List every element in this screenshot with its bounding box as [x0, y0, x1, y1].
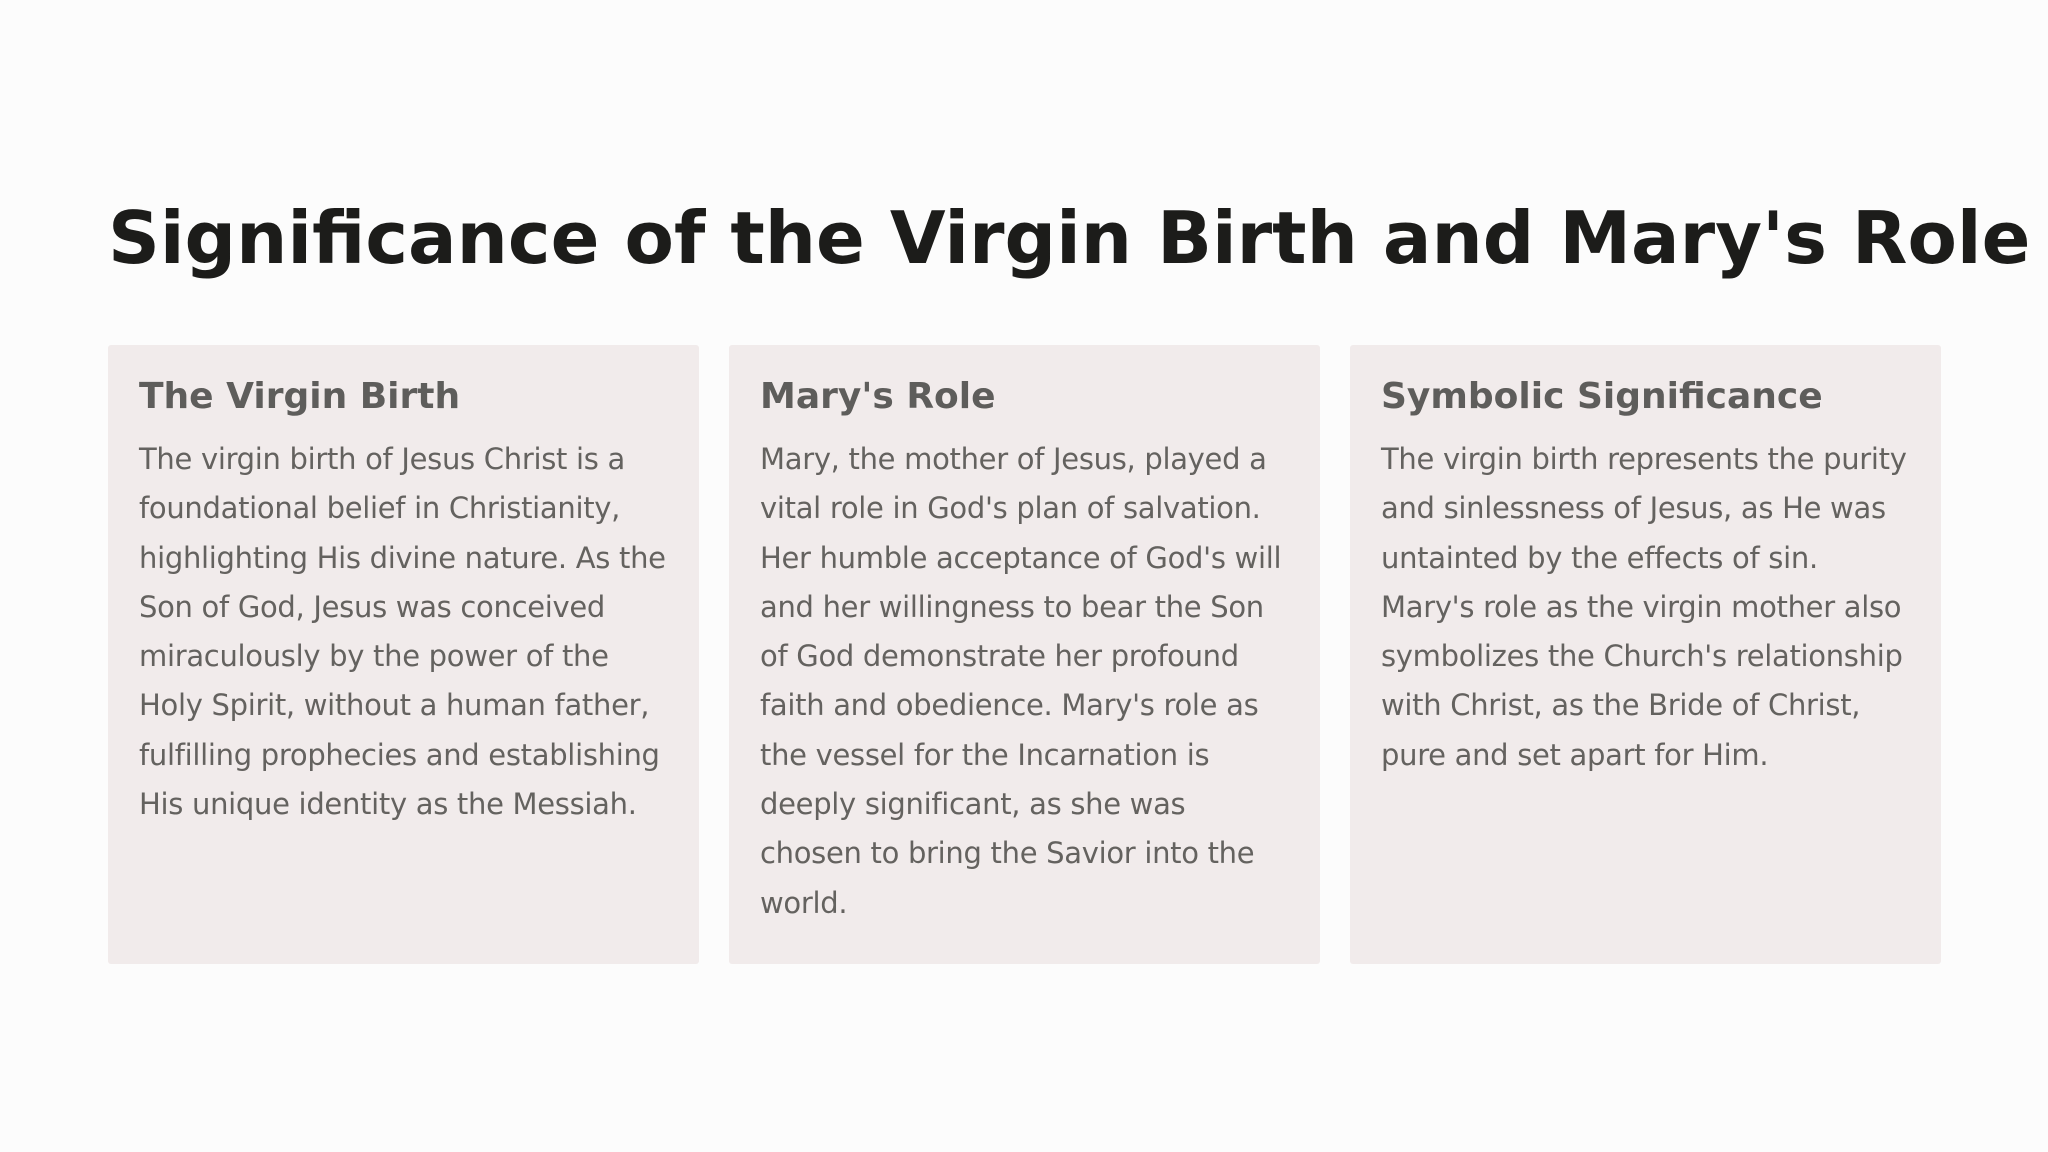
card-text: Mary, the mother of Jesus, played a vital role in God's plan of salvation. Her humble acceptance of God's will and her willingness to bear the Son of God demonstrate her profound faith and obedience. Mary's role as the vessel for the Incarnation is deeply significant, as she was chosen to bring the Savior into the world. [760, 442, 1282, 920]
slide [108, 190, 2031, 920]
card-symbolic-significance [1350, 345, 1941, 964]
card-text: The virgin birth of Jesus Christ is a foundational belief in Christianity, highlighting His divine nature. As the Son of God, Jesus was conceived miraculously by the power of the Holy Spirit, without a human father, fulfilling prophecies and establishing His unique identity as the Messiah. [139, 442, 666, 822]
slide-title: Significance of the Virgin Birth and Mary's Role [108, 196, 2031, 280]
card-heading: Symbolic Significance [1381, 376, 1823, 417]
card-heading: Mary's Role [760, 376, 996, 417]
card-row [108, 345, 1941, 964]
card-heading: The Virgin Birth [139, 376, 461, 417]
card-text: The virgin birth represents the purity and sinlessness of Jesus, as He was untainted by the effects of sin. Mary's role as the virgin mother also symbolizes the Church's relationship with Christ, as the Bride of Christ, pure and set apart for Him. [1381, 442, 1907, 772]
card-marys-role [729, 345, 1320, 964]
card-virgin-birth [108, 345, 699, 964]
